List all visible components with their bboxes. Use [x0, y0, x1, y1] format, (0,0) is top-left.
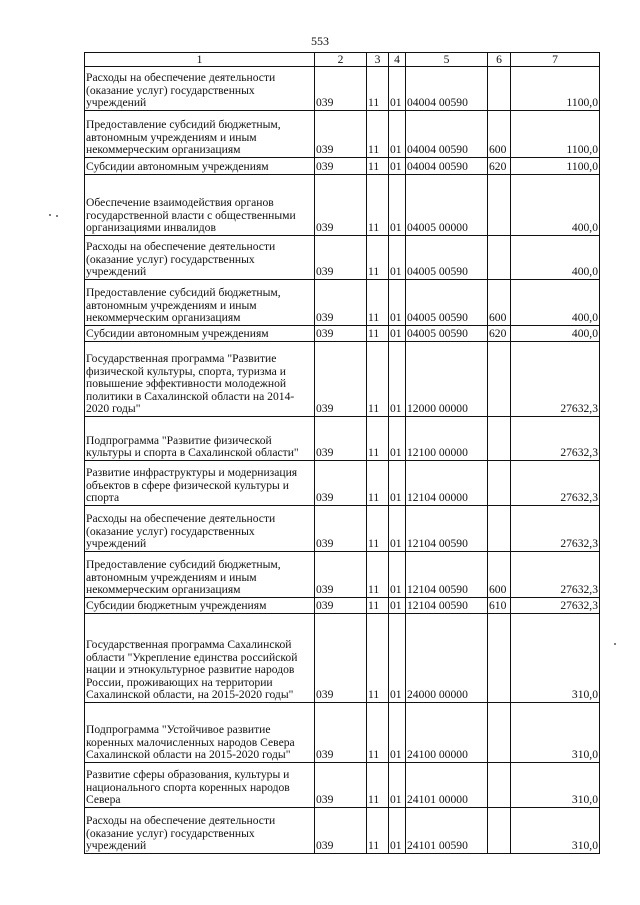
expense-name-cell — [85, 461, 315, 506]
section-cell: 11 — [367, 763, 389, 808]
expense-type-cell — [488, 175, 511, 236]
expense-name-cell — [85, 808, 315, 854]
page-number: 553 — [311, 34, 329, 48]
code-cell: 039 — [315, 417, 367, 461]
expense-name-cell — [85, 326, 315, 342]
subsection-cell: 01 — [389, 808, 406, 854]
section-cell: 11 — [367, 175, 389, 236]
expense-name-cell — [85, 552, 315, 598]
expense-name-cell — [85, 598, 315, 614]
target-article-cell: 24101 00590 — [406, 808, 488, 854]
expense-name: Развитие сферы образования, культуры и национального спорта коренных народов Севера — [86, 768, 290, 807]
expense-name: Расходы на обеспечение деятельности (оказание услуг) государственных учреждений — [86, 240, 276, 279]
expense-type-cell — [488, 506, 511, 552]
table-row — [85, 342, 600, 417]
amount-cell: 400,0 — [511, 326, 600, 342]
expense-name: Государственная программа Сахалинской области "Укрепление единства российской нации и этнокультурное развитие народов России, проживающих на территории Сахалинской области, на 2015-2020 годы" — [86, 638, 298, 702]
expense-name: Обеспечение взаимодействия органов государственной власти с общественными организациями инвалидов — [86, 196, 296, 235]
expense-name-cell — [85, 67, 315, 111]
amount-cell: 27632,3 — [511, 598, 600, 614]
amount-cell: 400,0 — [511, 175, 600, 236]
subsection-cell: 01 — [389, 342, 406, 417]
expense-type-cell: 600 — [488, 552, 511, 598]
section-cell: 11 — [367, 703, 389, 763]
expense-name-cell — [85, 763, 315, 808]
target-article-cell: 24100 00000 — [406, 703, 488, 763]
subsection-cell: 01 — [389, 763, 406, 808]
column-header-5: 5 — [406, 53, 488, 67]
code-cell: 039 — [315, 763, 367, 808]
amount-cell: 27632,3 — [511, 342, 600, 417]
expense-type-cell — [488, 67, 511, 111]
column-header-2: 2 — [315, 53, 367, 67]
expense-type-cell — [488, 808, 511, 854]
table-row — [85, 280, 600, 326]
expense-name: Субсидии бюджетным учреждениям — [86, 599, 267, 613]
expense-name-cell — [85, 111, 315, 158]
expense-name-cell — [85, 417, 315, 461]
amount-cell: 310,0 — [511, 614, 600, 703]
target-article-cell: 24101 00000 — [406, 763, 488, 808]
expense-name-cell — [85, 236, 315, 280]
expense-name: Расходы на обеспечение деятельности (оказание услуг) государственных учреждений — [86, 512, 276, 551]
table-row — [85, 808, 600, 854]
section-cell: 11 — [367, 598, 389, 614]
expense-name: Расходы на обеспечение деятельности (оказание услуг) государственных учреждений — [86, 814, 276, 853]
section-cell: 11 — [367, 67, 389, 111]
expense-name-cell — [85, 158, 315, 175]
subsection-cell: 01 — [389, 158, 406, 175]
table-row — [85, 598, 600, 614]
expense-type-cell — [488, 417, 511, 461]
code-cell: 039 — [315, 175, 367, 236]
subsection-cell: 01 — [389, 236, 406, 280]
section-cell: 11 — [367, 417, 389, 461]
table-row — [85, 111, 600, 158]
column-header-6: 6 — [488, 53, 511, 67]
expense-name-cell — [85, 280, 315, 326]
table-row — [85, 158, 600, 175]
amount-cell: 27632,3 — [511, 417, 600, 461]
expense-type-cell: 610 — [488, 598, 511, 614]
expense-name-cell — [85, 342, 315, 417]
header-row — [85, 53, 600, 67]
code-cell: 039 — [315, 111, 367, 158]
table-row — [85, 67, 600, 111]
column-header-1: 1 — [85, 53, 315, 67]
code-cell: 039 — [315, 158, 367, 175]
target-article-cell: 12100 00000 — [406, 417, 488, 461]
amount-cell: 310,0 — [511, 808, 600, 854]
subsection-cell: 01 — [389, 506, 406, 552]
subsection-cell: 01 — [389, 67, 406, 111]
target-article-cell: 04005 00590 — [406, 280, 488, 326]
code-cell: 039 — [315, 326, 367, 342]
table-row — [85, 506, 600, 552]
section-cell: 11 — [367, 461, 389, 506]
expense-name: Подпрограмма "Устойчивое развитие коренных малочисленных народов Севера Сахалинской области на 2015-2020 годы" — [86, 723, 295, 762]
table-body — [85, 67, 600, 854]
expense-name: Развитие инфраструктуры и модернизация объектов в сфере физической культуры и спорта — [86, 466, 298, 505]
section-cell: 11 — [367, 342, 389, 417]
expense-type-cell — [488, 236, 511, 280]
target-article-cell: 04004 00590 — [406, 158, 488, 175]
target-article-cell: 24000 00000 — [406, 614, 488, 703]
code-cell: 039 — [315, 342, 367, 417]
expense-type-cell: 600 — [488, 280, 511, 326]
expense-type-cell: 620 — [488, 158, 511, 175]
table-row — [85, 552, 600, 598]
expense-type-cell: 600 — [488, 111, 511, 158]
expense-name: Предоставление субсидий бюджетным, автономным учреждениям и иным некоммерческим организациям — [86, 286, 281, 325]
target-article-cell: 04005 00000 — [406, 175, 488, 236]
amount-cell: 27632,3 — [511, 461, 600, 506]
target-article-cell: 04005 00590 — [406, 326, 488, 342]
table-row — [85, 175, 600, 236]
subsection-cell: 01 — [389, 461, 406, 506]
code-cell: 039 — [315, 280, 367, 326]
subsection-cell: 01 — [389, 552, 406, 598]
table-row — [85, 763, 600, 808]
code-cell: 039 — [315, 552, 367, 598]
table-row — [85, 326, 600, 342]
code-cell: 039 — [315, 461, 367, 506]
expense-type-cell — [488, 763, 511, 808]
target-article-cell: 04005 00590 — [406, 236, 488, 280]
expense-name: Подпрограмма "Развитие физической культуры и спорта в Сахалинской области" — [86, 433, 299, 460]
column-header-7: 7 — [511, 53, 600, 67]
expense-type-cell — [488, 703, 511, 763]
budget-table — [84, 52, 600, 854]
table-row — [85, 614, 600, 703]
amount-cell: 1100,0 — [511, 111, 600, 158]
target-article-cell: 04004 00590 — [406, 111, 488, 158]
expense-name: Государственная программа "Развитие физической культуры, спорта, туризма и повышение эффективности молодежной политики в Сахалинской области на 2014-2020 годы" — [86, 352, 295, 416]
amount-cell: 1100,0 — [511, 158, 600, 175]
code-cell: 039 — [315, 808, 367, 854]
section-cell: 11 — [367, 326, 389, 342]
table-header — [85, 53, 600, 67]
amount-cell: 310,0 — [511, 763, 600, 808]
amount-cell: 400,0 — [511, 280, 600, 326]
amount-cell: 1100,0 — [511, 67, 600, 111]
column-header-3: 3 — [367, 53, 389, 67]
expense-name: Предоставление субсидий бюджетным, автономным учреждениям и иным некоммерческим организациям — [86, 558, 281, 597]
expense-name: Субсидии автономным учреждениям — [86, 327, 269, 341]
section-cell: 11 — [367, 111, 389, 158]
scan-speck — [49, 214, 51, 216]
expense-type-cell: 620 — [488, 326, 511, 342]
subsection-cell: 01 — [389, 175, 406, 236]
table-row — [85, 417, 600, 461]
table-row — [85, 703, 600, 763]
subsection-cell: 01 — [389, 598, 406, 614]
expense-type-cell — [488, 461, 511, 506]
column-header-4: 4 — [389, 53, 406, 67]
subsection-cell: 01 — [389, 703, 406, 763]
subsection-cell: 01 — [389, 326, 406, 342]
subsection-cell: 01 — [389, 111, 406, 158]
code-cell: 039 — [315, 598, 367, 614]
scan-speck — [56, 215, 58, 217]
expense-type-cell — [488, 614, 511, 703]
subsection-cell: 01 — [389, 280, 406, 326]
amount-cell: 400,0 — [511, 236, 600, 280]
subsection-cell: 01 — [389, 417, 406, 461]
code-cell: 039 — [315, 67, 367, 111]
amount-cell: 27632,3 — [511, 552, 600, 598]
target-article-cell: 12104 00590 — [406, 506, 488, 552]
table-row — [85, 461, 600, 506]
code-cell: 039 — [315, 506, 367, 552]
code-cell: 039 — [315, 614, 367, 703]
expense-name-cell — [85, 175, 315, 236]
section-cell: 11 — [367, 808, 389, 854]
amount-cell: 310,0 — [511, 703, 600, 763]
table-row — [85, 236, 600, 280]
section-cell: 11 — [367, 552, 389, 598]
code-cell: 039 — [315, 703, 367, 763]
section-cell: 11 — [367, 506, 389, 552]
target-article-cell: 04004 00590 — [406, 67, 488, 111]
expense-name-cell — [85, 506, 315, 552]
expense-name-cell — [85, 703, 315, 763]
amount-cell: 27632,3 — [511, 506, 600, 552]
scan-speck — [614, 643, 616, 645]
section-cell: 11 — [367, 158, 389, 175]
expense-name-cell — [85, 614, 315, 703]
section-cell: 11 — [367, 236, 389, 280]
section-cell: 11 — [367, 280, 389, 326]
expense-type-cell — [488, 342, 511, 417]
target-article-cell: 12000 00000 — [406, 342, 488, 417]
target-article-cell: 12104 00590 — [406, 552, 488, 598]
target-article-cell: 12104 00590 — [406, 598, 488, 614]
section-cell: 11 — [367, 614, 389, 703]
expense-name: Расходы на обеспечение деятельности (оказание услуг) государственных учреждений — [86, 71, 276, 110]
subsection-cell: 01 — [389, 614, 406, 703]
expense-name: Субсидии автономным учреждениям — [86, 160, 269, 174]
target-article-cell: 12104 00000 — [406, 461, 488, 506]
code-cell: 039 — [315, 236, 367, 280]
expense-name: Предоставление субсидий бюджетным, автономным учреждениям и иным некоммерческим организациям — [86, 118, 281, 157]
